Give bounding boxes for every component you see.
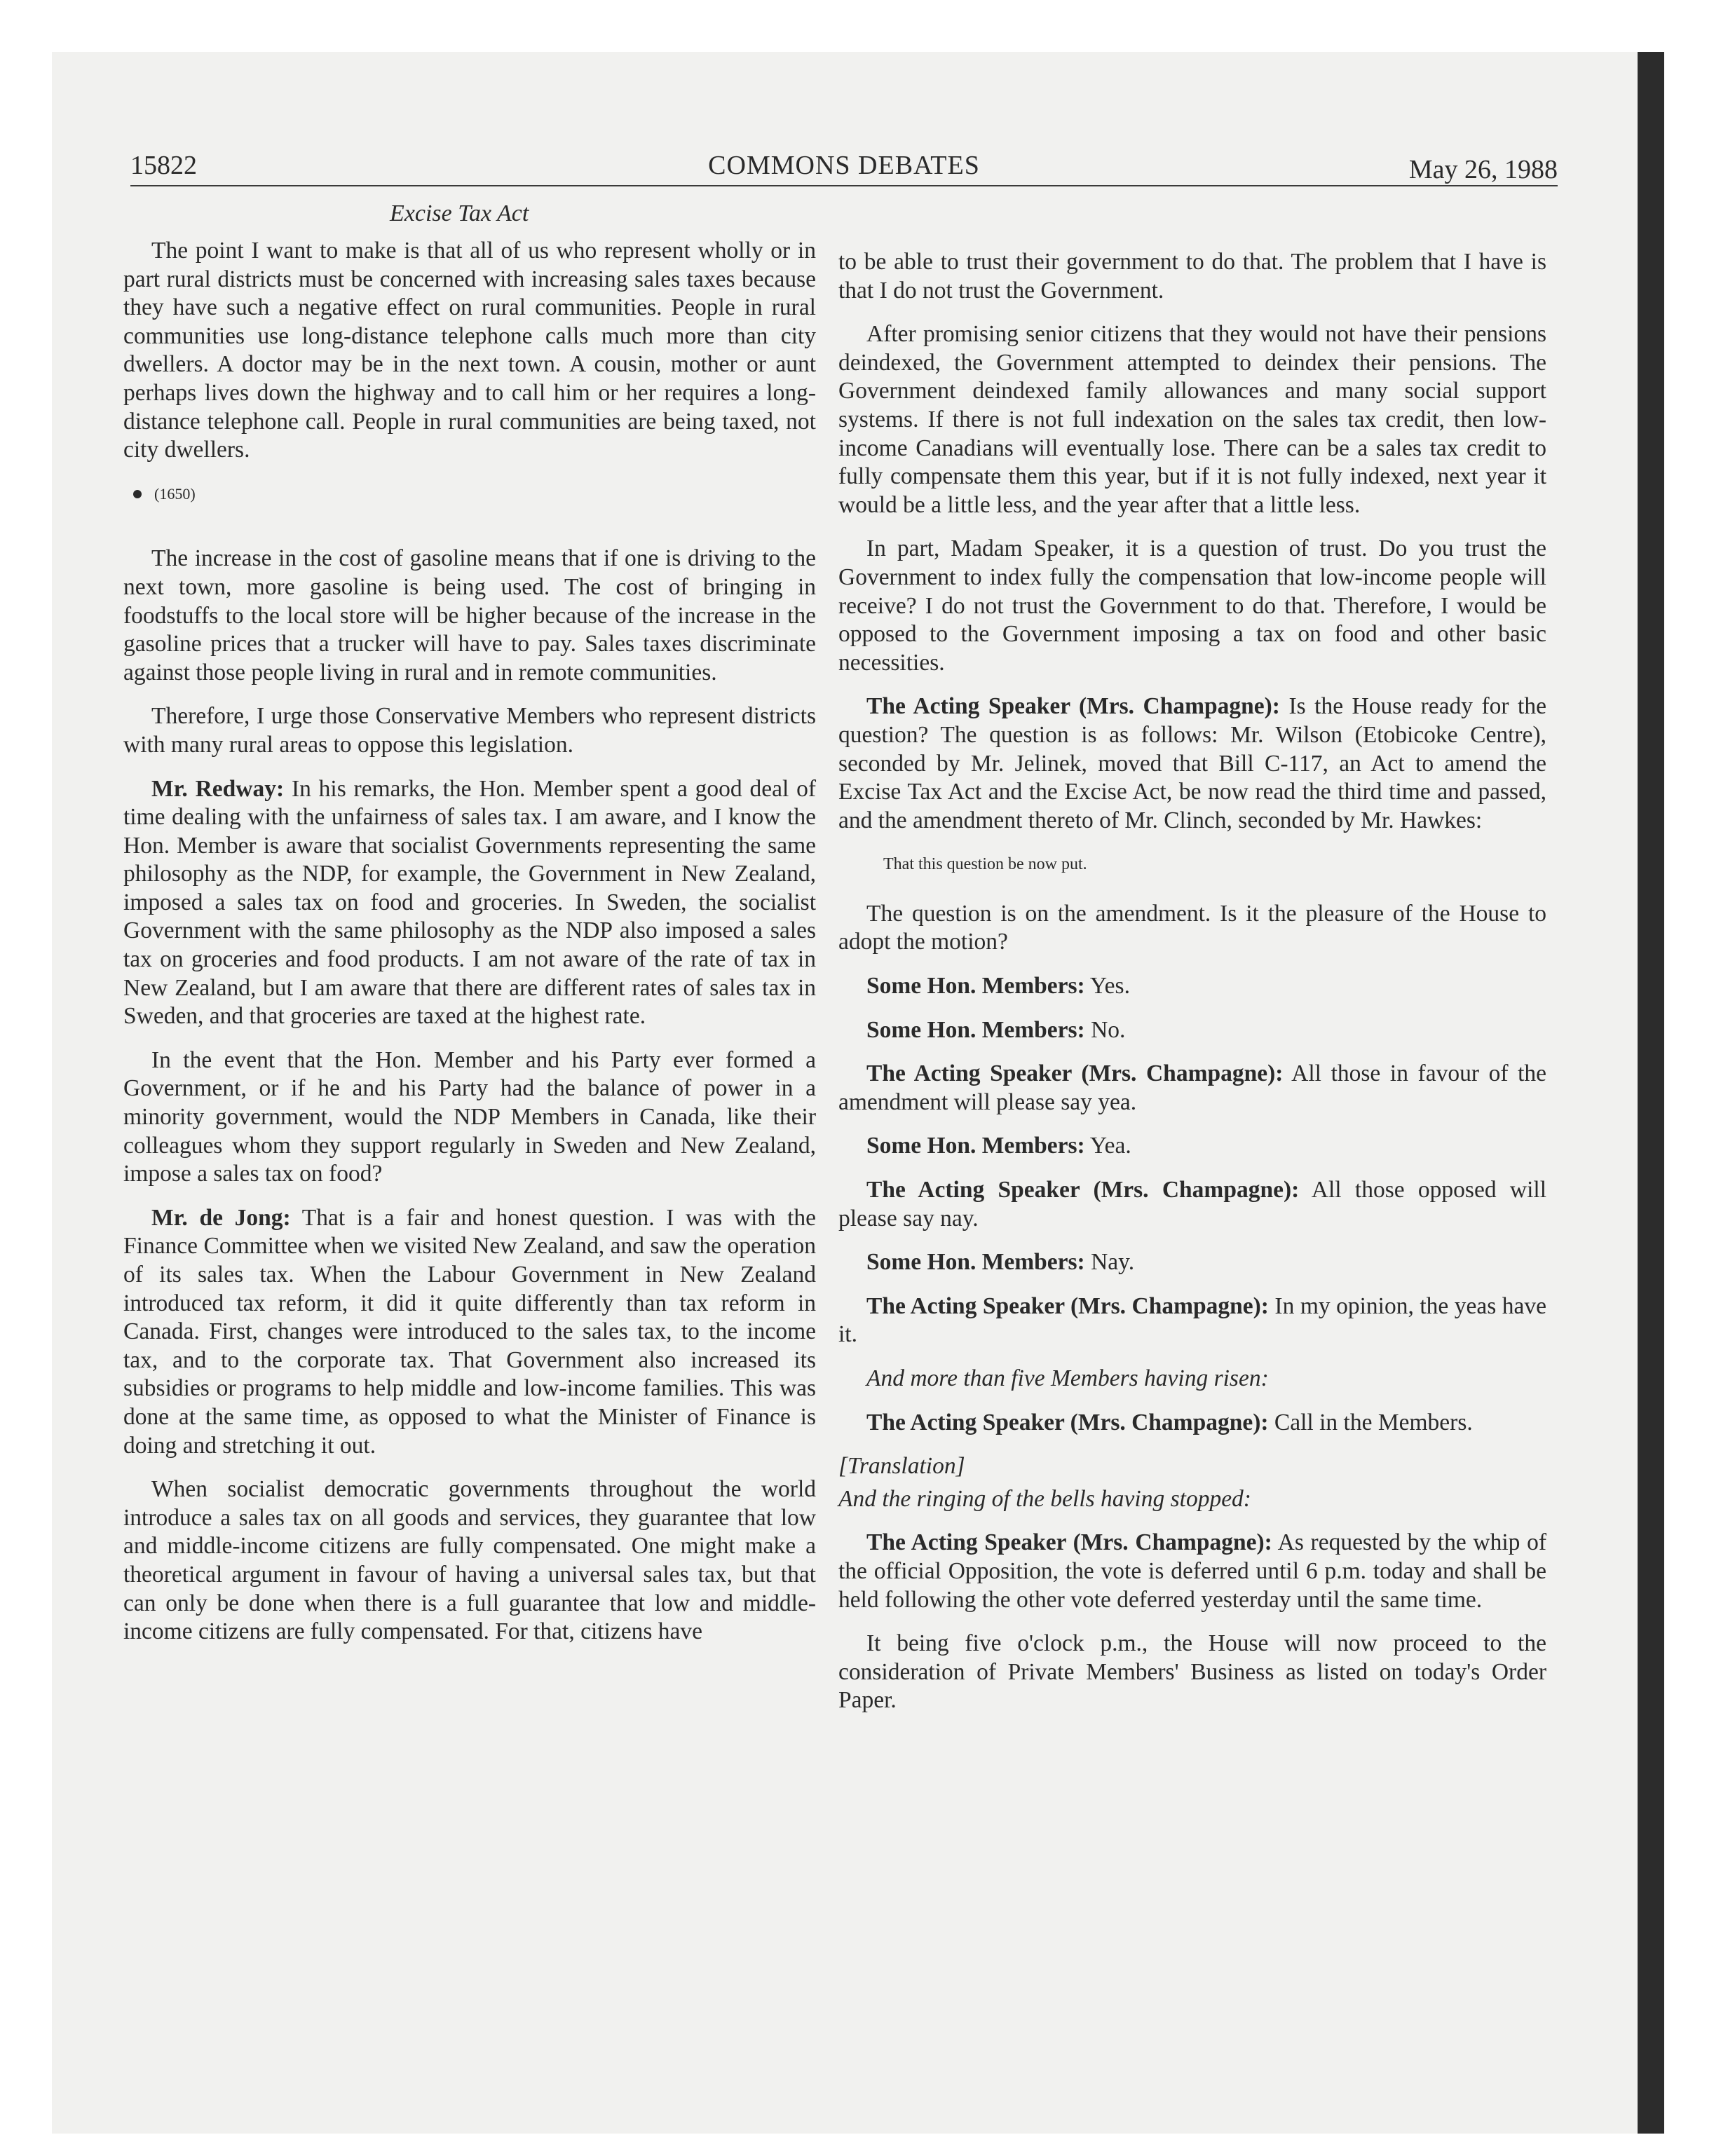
speaker-name: The Acting Speaker (Mrs. Champagne): <box>866 1529 1272 1556</box>
scan-edge-shadow <box>1638 52 1664 2134</box>
speaker-name: Some Hon. Members: <box>866 1249 1085 1276</box>
speech <box>838 692 1546 835</box>
speech-text: That is a fair and honest question. I was with the Finance Committee when we visited New Zealand, and saw the operation of its sales tax. When the Labour Government in New Zealand introduced tax reform, it did it quite differently than tax reform in Canada. First, changes were introduced to the sales tax, to the income tax, and to the corporate tax. That Government also increased its subsidies or programs to help middle and low-income families. This was done at the same time, as opposed to what the Minister of Finance is doing and stretching it out. <box>123 1204 816 1459</box>
paragraph: Therefore, I urge those Conservative Members who represent districts with many rural areas to oppose this legislation. <box>123 703 816 758</box>
publication-date: May 26, 1988 <box>1408 155 1558 184</box>
speech-text: Nay. <box>1084 1249 1135 1276</box>
speech-text: As requested by the whip of the official Opposition, the vote is deferred until 6 p.m. today and shall be held following the other vote deferred yesterday until the same time. <box>838 1529 1546 1613</box>
speaker-name: Mr. Redway: <box>151 775 285 802</box>
paragraph: The question is on the amendment. Is it the pleasure of the House to adopt the motion? <box>838 900 1546 955</box>
speech-text: In his remarks, the Hon. Member spent a good deal of time dealing with the unfairness of sales tax. I am aware, and I know the Hon. Member is aware that socialist Governments representing the same philosophy as the NDP, for example, the Government in New Zealand, imposed a sales tax on food and groceries. In Sweden, the socialist Government with the same philosophy as the NDP also imposed a sales tax on groceries and food products. I am not aware of the rate of tax in New Zealand, but I am aware that there are different rates of sales tax in Sweden, and that groceries are taxed at the highest rate. <box>123 775 816 1030</box>
paragraph: When socialist democratic governments throughout the world introduce a sales tax on all goods and services, they guarantee that low and middle-income citizens are fully compensated. One might make a theoretical argument in favour of having a universal sales tax, but that can only be done when there is a full guarantee that low and middle-income citizens are fully compensated. For that, citizens have <box>123 1476 816 1645</box>
running-header <box>130 146 1558 186</box>
translation-marker: [Translation] <box>838 1453 965 1480</box>
left-column <box>123 237 816 1662</box>
speaker-name: Mr. de Jong: <box>151 1204 291 1231</box>
speech-text: Is the House ready for the question? The question is as follows: Mr. Wilson (Etobicoke Centre), seconded by Mr. Jelinek, moved that Bill C-117, an Act to amend the Excise Tax Act and the Excise Act, be now read the third time and passed, and the amendment thereto of Mr. Clinch, seconded by Mr. Hawkes: <box>838 693 1546 833</box>
speech <box>838 1060 1546 1117</box>
speech-text: Yes. <box>1084 973 1130 999</box>
speech <box>838 1529 1546 1614</box>
speech <box>838 1292 1546 1349</box>
speaker-name: The Acting Speaker (Mrs. Champagne): <box>866 1177 1300 1203</box>
speech <box>838 1132 1546 1161</box>
speech-text: Yea. <box>1084 1133 1131 1159</box>
time-marker <box>123 480 816 509</box>
speech <box>838 1409 1546 1438</box>
paragraph: The point I want to make is that all of us who represent wholly or in part rural districts must be concerned with increasing sales taxes because they have such a negative effect on rural communities. People in rural communities use long-distance telephone calls much more than city dwellers. A doctor may be in the next town. A cousin, mother or aunt perhaps lives down the highway and to call him or her requires a long-distance telephone call. People in rural communities are being taxed, not city dwellers. <box>123 238 816 463</box>
speech-text: Call in the Members. <box>1268 1409 1473 1435</box>
paragraph: The increase in the cost of gasoline means that if one is driving to the next town, more gasoline is being used. The cost of bringing in foodstuffs to the local store will be higher because of the increase in the gasoline prices that a trucker will have to pay. Sales taxes discriminate against those people living in rural and in remote communities. <box>123 545 816 685</box>
speaker-name: The Acting Speaker (Mrs. Champagne): <box>866 693 1280 720</box>
speech <box>838 1016 1546 1045</box>
procedural-note: And more than five Members having risen: <box>866 1365 1269 1391</box>
paragraph: In part, Madam Speaker, it is a question of trust. Do you trust the Government to index fully the compensation that low-income people will receive? I do not trust the Government to do that. Therefore, I would be opposed to the Government imposing a tax on food and other basic necessities. <box>838 535 1546 676</box>
page-number: 15822 <box>130 151 197 180</box>
speaker-name: Some Hon. Members: <box>866 1133 1085 1159</box>
speech-text: No. <box>1084 1016 1126 1043</box>
bullet-icon <box>133 490 142 498</box>
speech <box>838 1248 1546 1277</box>
speaker-name: Some Hon. Members: <box>866 973 1085 999</box>
motion-quote: That this question be now put. <box>883 855 1087 874</box>
speech <box>838 1176 1546 1233</box>
speech-text: All those in favour of the amendment will please say yea. <box>838 1060 1546 1115</box>
speech <box>123 775 816 1031</box>
procedural-note: And the ringing of the bells having stopped: <box>838 1485 1251 1512</box>
speech-text: All those opposed will please say nay. <box>838 1177 1546 1231</box>
speaker-name: Some Hon. Members: <box>866 1016 1085 1043</box>
paragraph: It being five o'clock p.m., the House will now proceed to the consideration of Private Members' Business as listed on today's Order Paper. <box>838 1630 1546 1714</box>
speaker-name: The Acting Speaker (Mrs. Champagne): <box>866 1292 1269 1319</box>
speech-text: In my opinion, the yeas have it. <box>838 1292 1546 1348</box>
right-column <box>838 248 1546 1731</box>
paragraph: In the event that the Hon. Member and his Party ever formed a Government, or if he and his Party had the balance of power in a minority government, would the NDP Members in Canada, like their colleagues whom they support regularly in Sweden and New Zealand, impose a sales tax on food? <box>123 1046 816 1187</box>
time-marker-text: (1650) <box>154 484 196 503</box>
section-title: Excise Tax Act <box>390 200 529 226</box>
speech <box>123 1204 816 1460</box>
speaker-name: The Acting Speaker (Mrs. Champagne): <box>866 1409 1269 1435</box>
paragraph: to be able to trust their government to do that. The problem that I have is that I do not trust the Government. <box>838 249 1546 303</box>
journal-title: COMMONS DEBATES <box>708 151 980 180</box>
speaker-name: The Acting Speaker (Mrs. Champagne): <box>866 1060 1284 1087</box>
speech <box>838 972 1546 1001</box>
paragraph: After promising senior citizens that they would not have their pensions deindexed, the Government attempted to deindex their pensions. The Government deindexed family allowances and many social support systems. If there is not full indexation on the sales tax credit, then low-income Canadians will eventually lose. There can be a sales tax credit to fully compensate them this year, but if it is not fully indexed, next year it would be a little less, and the year after that a little less. <box>838 321 1546 518</box>
